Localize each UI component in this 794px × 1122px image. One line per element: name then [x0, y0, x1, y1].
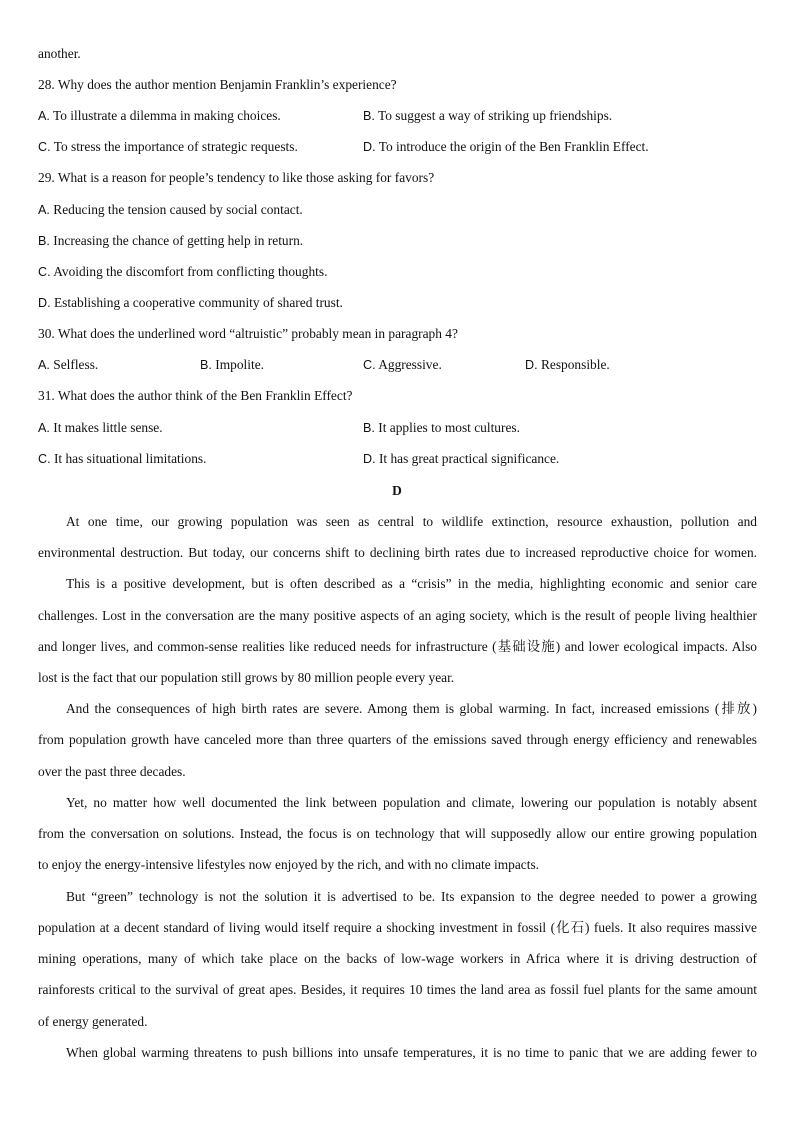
passage-line: At one time, our growing population was seen as central to wildlife extinction, resource exhaustion, pollution and [66, 514, 757, 529]
passage-line: But “green” technology is not the solution it is advertised to be. Its expansion to the degree needed to power a growing [66, 889, 757, 904]
passage-line: to enjoy the energy-intensive lifestyles now enjoyed by the rich, and with no climate impacts. [38, 857, 540, 872]
q29-option-d[interactable] [38, 293, 343, 313]
question-28-stem: 28. Why does the author mention Benjamin Franklin’s experience? [38, 77, 397, 92]
option-letter: C. [38, 140, 51, 154]
option-letter: A. [38, 421, 50, 435]
passage-line: This is a positive development, but is often described as a “crisis” in the media, highlighting economic and senior care [66, 576, 757, 591]
q31-option-d[interactable] [363, 449, 559, 469]
q31-option-a[interactable] [38, 418, 163, 438]
option-letter: C. [363, 358, 376, 372]
option-letter: B. [200, 358, 212, 372]
q29-option-a[interactable] [38, 200, 303, 220]
option-letter: D. [363, 140, 376, 154]
passage-line: challenges. Lost in the conversation are the many positive aspects of an aging society, which is the result of people living healthier [38, 608, 757, 623]
q29-option-c[interactable] [38, 262, 327, 282]
question-31-stem: 31. What does the author think of the Ben Franklin Effect? [38, 388, 353, 403]
q29-option-b[interactable] [38, 231, 303, 251]
q28-option-c[interactable] [38, 137, 298, 157]
option-text: It applies to most cultures. [378, 420, 520, 435]
q30-option-c[interactable] [363, 355, 442, 375]
passage-line: When global warming threatens to push billions into unsafe temperatures, it is no time to panic that we are adding fewer to [66, 1045, 757, 1060]
option-letter: B. [38, 234, 50, 248]
question-30-stem: 30. What does the underlined word “altruistic” probably mean in paragraph 4? [38, 326, 458, 341]
option-letter: C. [38, 265, 51, 279]
option-text: It has situational limitations. [53, 451, 207, 466]
passage-line: lost is the fact that our population still grows by 80 million people every year. [38, 670, 455, 685]
option-letter: D. [525, 358, 538, 372]
option-text: Avoiding the discomfort from conflicting thoughts. [53, 264, 328, 279]
passage-line: and longer lives, and common-sense realities like reduced needs for infrastructure (基础设施) and lower ecological impacts. Also [38, 639, 757, 654]
option-text: Increasing the chance of getting help in return. [53, 233, 304, 248]
option-text: Selfless. [53, 357, 99, 372]
passage-line: over the past three decades. [38, 764, 186, 779]
passage-line: population at a decent standard of living would itself require a shocking investment in fossil (化石) fuels. It also requires massive [38, 920, 757, 935]
option-letter: D. [38, 296, 51, 310]
option-text: Impolite. [215, 357, 264, 372]
option-letter: B. [363, 421, 375, 435]
passage-line: from population growth have canceled more than three quarters of the emissions saved through energy efficiency and renewables [38, 732, 757, 747]
continued-text: another. [38, 46, 81, 61]
passage-line: environmental destruction. But today, our concerns shift to declining birth rates due to increased reproductive choice for women. [38, 545, 757, 560]
option-letter: B. [363, 109, 375, 123]
option-text: It makes little sense. [53, 420, 163, 435]
option-letter: A. [38, 358, 50, 372]
passage-line: of energy generated. [38, 1014, 148, 1029]
option-text: To introduce the origin of the Ben Franklin Effect. [378, 139, 649, 154]
option-text: Responsible. [540, 357, 610, 372]
q31-option-c[interactable] [38, 449, 206, 469]
option-text: Reducing the tension caused by social contact. [53, 202, 303, 217]
q30-option-b[interactable] [200, 355, 264, 375]
question-29-stem: 29. What is a reason for people’s tendency to like those asking for favors? [38, 170, 435, 185]
option-text: To stress the importance of strategic requests. [53, 139, 298, 154]
q31-option-b[interactable] [363, 418, 520, 438]
passage-line: rainforests critical to the survival of great apes. Besides, it requires 10 times the land area as fossil fuel plants for the same amount [38, 982, 757, 997]
option-letter: D. [363, 452, 376, 466]
passage-line: from the conversation on solutions. Instead, the focus is on technology that will supposedly allow our entire growing population [38, 826, 757, 841]
option-text: To illustrate a dilemma in making choices. [53, 108, 281, 123]
option-letter: A. [38, 203, 50, 217]
q30-option-d[interactable] [525, 355, 610, 375]
q28-option-d[interactable] [363, 137, 649, 157]
passage-line: And the consequences of high birth rates are severe. Among them is global warming. In fact, increased emissions (排放) [66, 701, 757, 716]
option-text: To suggest a way of striking up friendships. [378, 108, 613, 123]
option-text: It has great practical significance. [378, 451, 560, 466]
option-letter: C. [38, 452, 51, 466]
option-text: Establishing a cooperative community of shared trust. [53, 295, 343, 310]
passage-line: mining operations, many of which take place on the backs of low-wage workers in Africa where it is driving destruction of [38, 951, 757, 966]
passage-line: Yet, no matter how well documented the link between population and climate, lowering our population is notably absent [66, 795, 757, 810]
q28-option-b[interactable] [363, 106, 612, 126]
q28-option-a[interactable] [38, 106, 281, 126]
q30-option-a[interactable] [38, 355, 98, 375]
option-text: Aggressive. [378, 357, 442, 372]
option-letter: A. [38, 109, 50, 123]
section-heading: D [392, 483, 402, 498]
